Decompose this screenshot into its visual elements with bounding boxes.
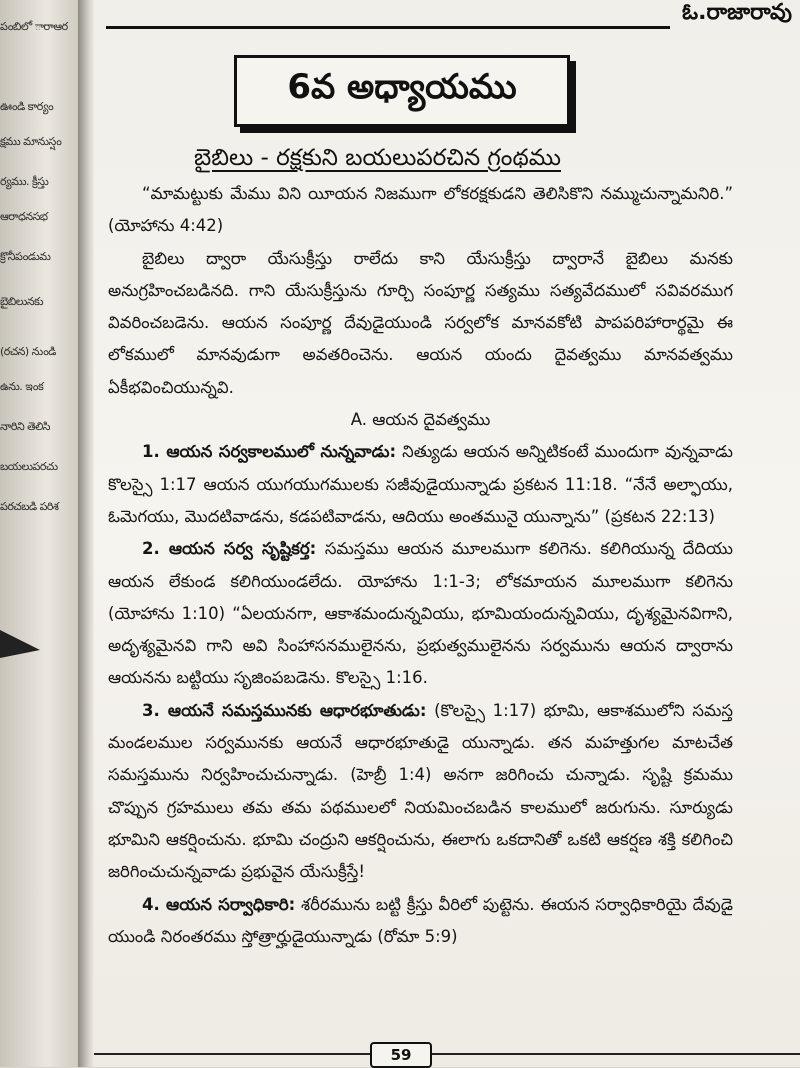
running-header-author: ఓ.రాజారావు [682,0,792,25]
point-lead: 1. ఆయన సర్వకాలములో నున్నవాడు: [142,442,397,462]
book-spine [78,0,94,1067]
facing-page-line: ర్యము. క్రీస్తు [0,175,49,188]
point-paragraph [108,436,733,533]
section-title: బైబిలు - రక్షకుని బయలుపరచిన గ్రంథము [194,145,561,171]
header-rule [106,26,670,29]
facing-page-line: క్షము మానుస్షం [0,135,62,148]
facing-page-line: పంబిలో ారాఆర [0,20,68,33]
point-text: శరీరమును బట్టి క్రీస్తు వీరిలో పుట్టెను. ఈయన సర్వాధికారియై దేవుడై యుండి నిరంతరము స్తోత్రార్హుడైయున్నాడు (రోమా 5:9) [108,894,733,946]
intro-quote: “మామట్టుకు మేము విని యీయన నిజముగా లోకరక్షకుడని తెలిసికొని నమ్ముచున్నామనిరి.” (యోహాను 4:42) [108,184,733,236]
point-lead: 2. ఆయన సర్వ సృష్టికర్త: [142,539,317,559]
facing-page-line: బయలుపరచు [0,460,58,473]
facing-page-line: పరచబడి పరిశ [0,500,59,513]
decorative-bracket-icon [0,620,60,660]
facing-page-line: ఆరాధనసభ [0,210,48,223]
footer-rule [94,1053,800,1055]
facing-page-line: ఊండి కార్యం [0,100,54,113]
facing-page-line: బైబిలునకు [0,295,44,308]
facing-page-line: నారిని తెలిసి [0,420,51,433]
point-paragraph [108,533,733,694]
facing-page-line: ఉను. ఇంక [0,380,44,393]
point-paragraph [108,889,733,954]
intro-paragraph: బైబిలు ద్వారా యేసుక్రీస్తు రాలేదు కాని యేసుక్రీస్తు ద్వారానే బైబిలు మనకు అనుగ్రహించబడినది. గాని యేసుక్రీస్తును గూర్చి సంపూర్ణ సత్యము సత్యవేదములో సవివరముగ వివరించబడెను. ఆయన సంపూర్ణ దేవుడైయుండి సర్వలోక మానవకోటి పాపపరిహారార్థమై ఈ లోకములో మానవుడుగా అవతరించెను. ఆయన యందు దైవత్వము మానవత్వము ఏకీభవించియున్నవి. [108,248,733,397]
point-paragraph [108,695,733,889]
point-text: (కొలస్సై 1:17) భూమి, ఆకాశములోని సమస్త మండలముల సర్వమునకు ఆయనే ఆధారభూతుడై యున్నాడు. తన మహత్తుగల మాటచేత సమస్తమును నిర్వహించుచున్నాడు. (హెబ్రీ 1:4) అనగా జరిగించు చున్నాడు. సృష్టి క్రమము చొప్పున గ్రహములు తమ తమ పథములలో నియమించబడిన కాలములో జరుగును. సూర్యుడు భూమిని ఆకర్షించును. భూమి చంద్రుని ఆకర్షించును, ఈలాగు ఒకదానితో ఒకటి ఆకర్షణ శక్తి కలిగించి జరిగించుచున్నవాడు ప్రభువైన యేసుక్రీస్తే! [108,700,734,882]
point-lead: 3. ఆయనే సమస్తమునకు ఆధారభూతుడు: [142,700,427,720]
facing-page-line: (రచన) నుండి [0,345,56,358]
body-text [108,178,733,953]
chapter-title-box [234,55,570,127]
chapter-title: 6వ అధ్యాయము [287,67,517,107]
facing-page-line: క్రొనీపండుమ [0,250,51,263]
book-page [94,0,800,1067]
facing-page-fragment [0,0,78,1067]
page-number: 59 [370,1042,432,1068]
point-text: నిత్యుడు ఆయన అన్నిటికంటే ముందుగా వున్నవాడు కొలస్సై 1:17 ఆయన యుగయుగములకు సజీవుడైయున్నాడు ప్రకటన 11:18. “నేనే అల్ఫాయు, ఓమెగయు, మొదటివాడను, కడపటివాడను, ఆదియు అంతమునై యున్నాను” (ప్రకటన 22:13) [108,442,733,526]
point-text: సమస్తము ఆయన మూలముగా కలిగెను. కలిగియున్న దేదియు ఆయన లేకుండ కలిగియుండలేదు. యోహాను 1:1-3; లోకమాయన మూలముగా కలిగెను (యోహాను 1:10) “ఏలయనగా, ఆకాశమందున్నవియు, భూమియందున్నవియు, దృశ్యమైనవిగాని, అదృశ్యమైనవి గాని అవి సింహాసనములైనను, ప్రభుత్వములైనను సర్వమును ఆయన ద్వారాను ఆయనను బట్టియు సృజింపబడెను. కొలస్సై 1:16. [108,539,733,688]
sub-heading: A. ఆయన దైవత్వము [350,410,491,430]
point-lead: 4. ఆయన సర్వాధికారి: [142,894,296,914]
